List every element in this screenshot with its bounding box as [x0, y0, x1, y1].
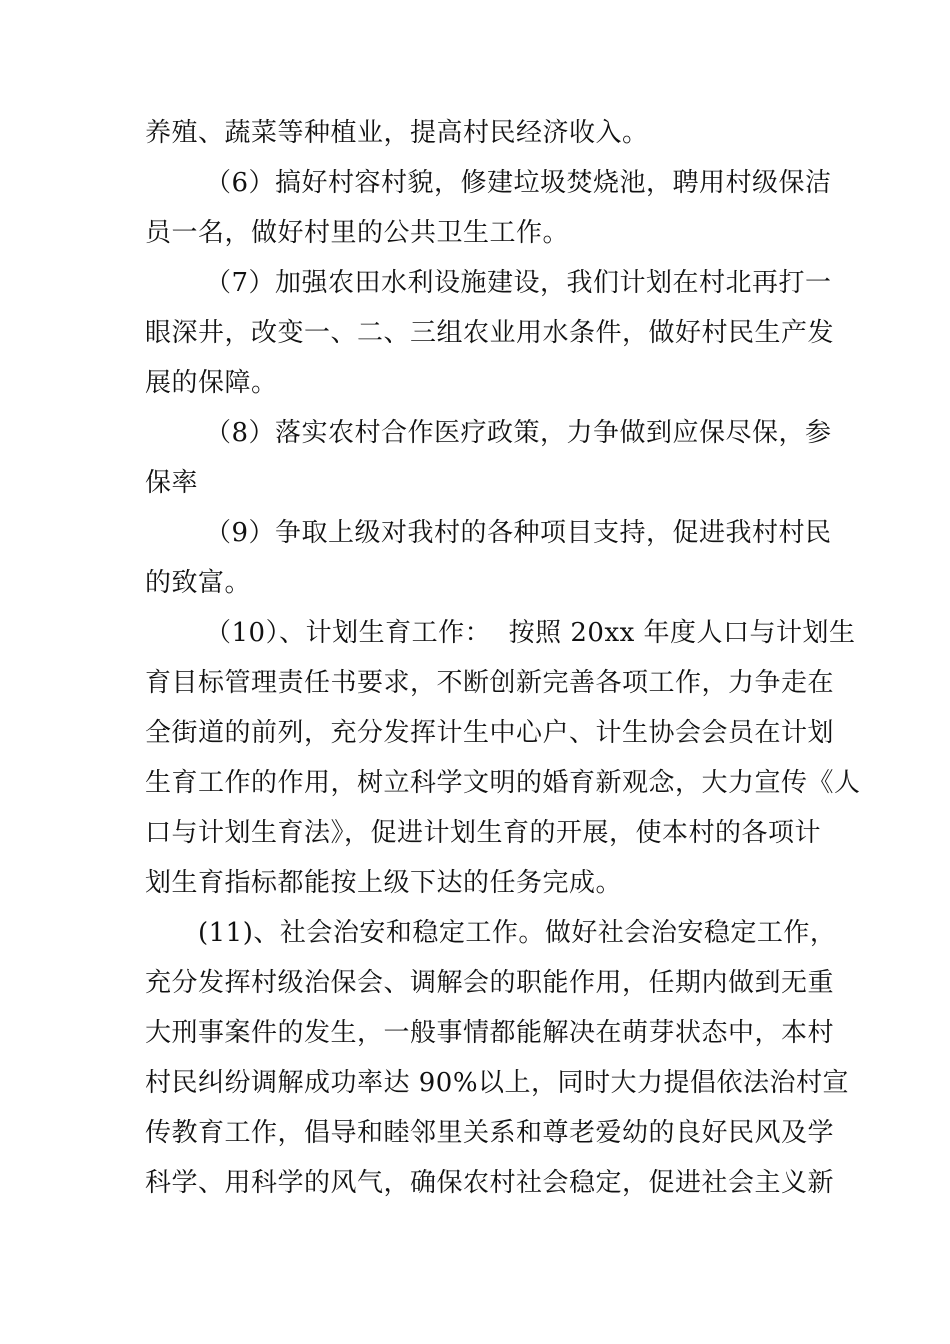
- text-line: （6）搞好村容村貌，修建垃圾焚烧池，聘用村级保洁: [205, 168, 832, 198]
- text-line: 口与计划生育法》，促进计划生育的开展，使本村的各项计: [145, 818, 822, 848]
- text-line: 科学、用科学的风气，确保农村社会稳定，促进社会主义新: [145, 1168, 835, 1198]
- text-line: 充分发挥村级治保会、调解会的职能作用，任期内做到无重: [145, 968, 835, 998]
- text-line: 生育工作的作用，树立科学文明的婚育新观念，大力宣传《人: [145, 768, 861, 798]
- text-line: 育目标管理责任书要求，不断创新完善各项工作，力争走在: [145, 668, 835, 698]
- text-line: (11)、社会治安和稳定工作。做好社会治安稳定工作，: [198, 918, 837, 948]
- text-line: （10）、计划生育工作： 按照 20xx 年度人口与计划生: [205, 618, 856, 648]
- text-line: 员一名，做好村里的公共卫生工作。: [145, 218, 570, 248]
- text-line: （8）落实农村合作医疗政策，力争做到应保尽保，参: [205, 418, 832, 448]
- text-line: （9）争取上级对我村的各种项目支持，促进我村村民: [205, 518, 832, 548]
- text-line: 眼深井，改变一、二、三组农业用水条件，做好村民生产发: [145, 318, 835, 348]
- text-line: 大刑事案件的发生，一般事情都能解决在萌芽状态中，本村: [145, 1018, 835, 1048]
- text-line: 全街道的前列，充分发挥计生中心户、计生协会会员在计划: [145, 718, 835, 748]
- text-line: 传教育工作，倡导和睦邻里关系和尊老爱幼的良好民风及学: [145, 1118, 835, 1148]
- text-line: 养殖、蔬菜等种植业，提高村民经济收入。: [145, 118, 649, 148]
- text-line: 村民纠纷调解成功率达 90%以上，同时大力提倡依法治村宣: [145, 1068, 850, 1098]
- text-line: （7）加强农田水利设施建设，我们计划在村北再打一: [205, 268, 832, 298]
- text-line: 保率: [145, 468, 199, 498]
- text-line: 划生育指标都能按上级下达的任务完成。: [145, 868, 623, 898]
- text-line: 的致富。: [145, 568, 252, 598]
- text-line: 展的保障。: [145, 368, 278, 398]
